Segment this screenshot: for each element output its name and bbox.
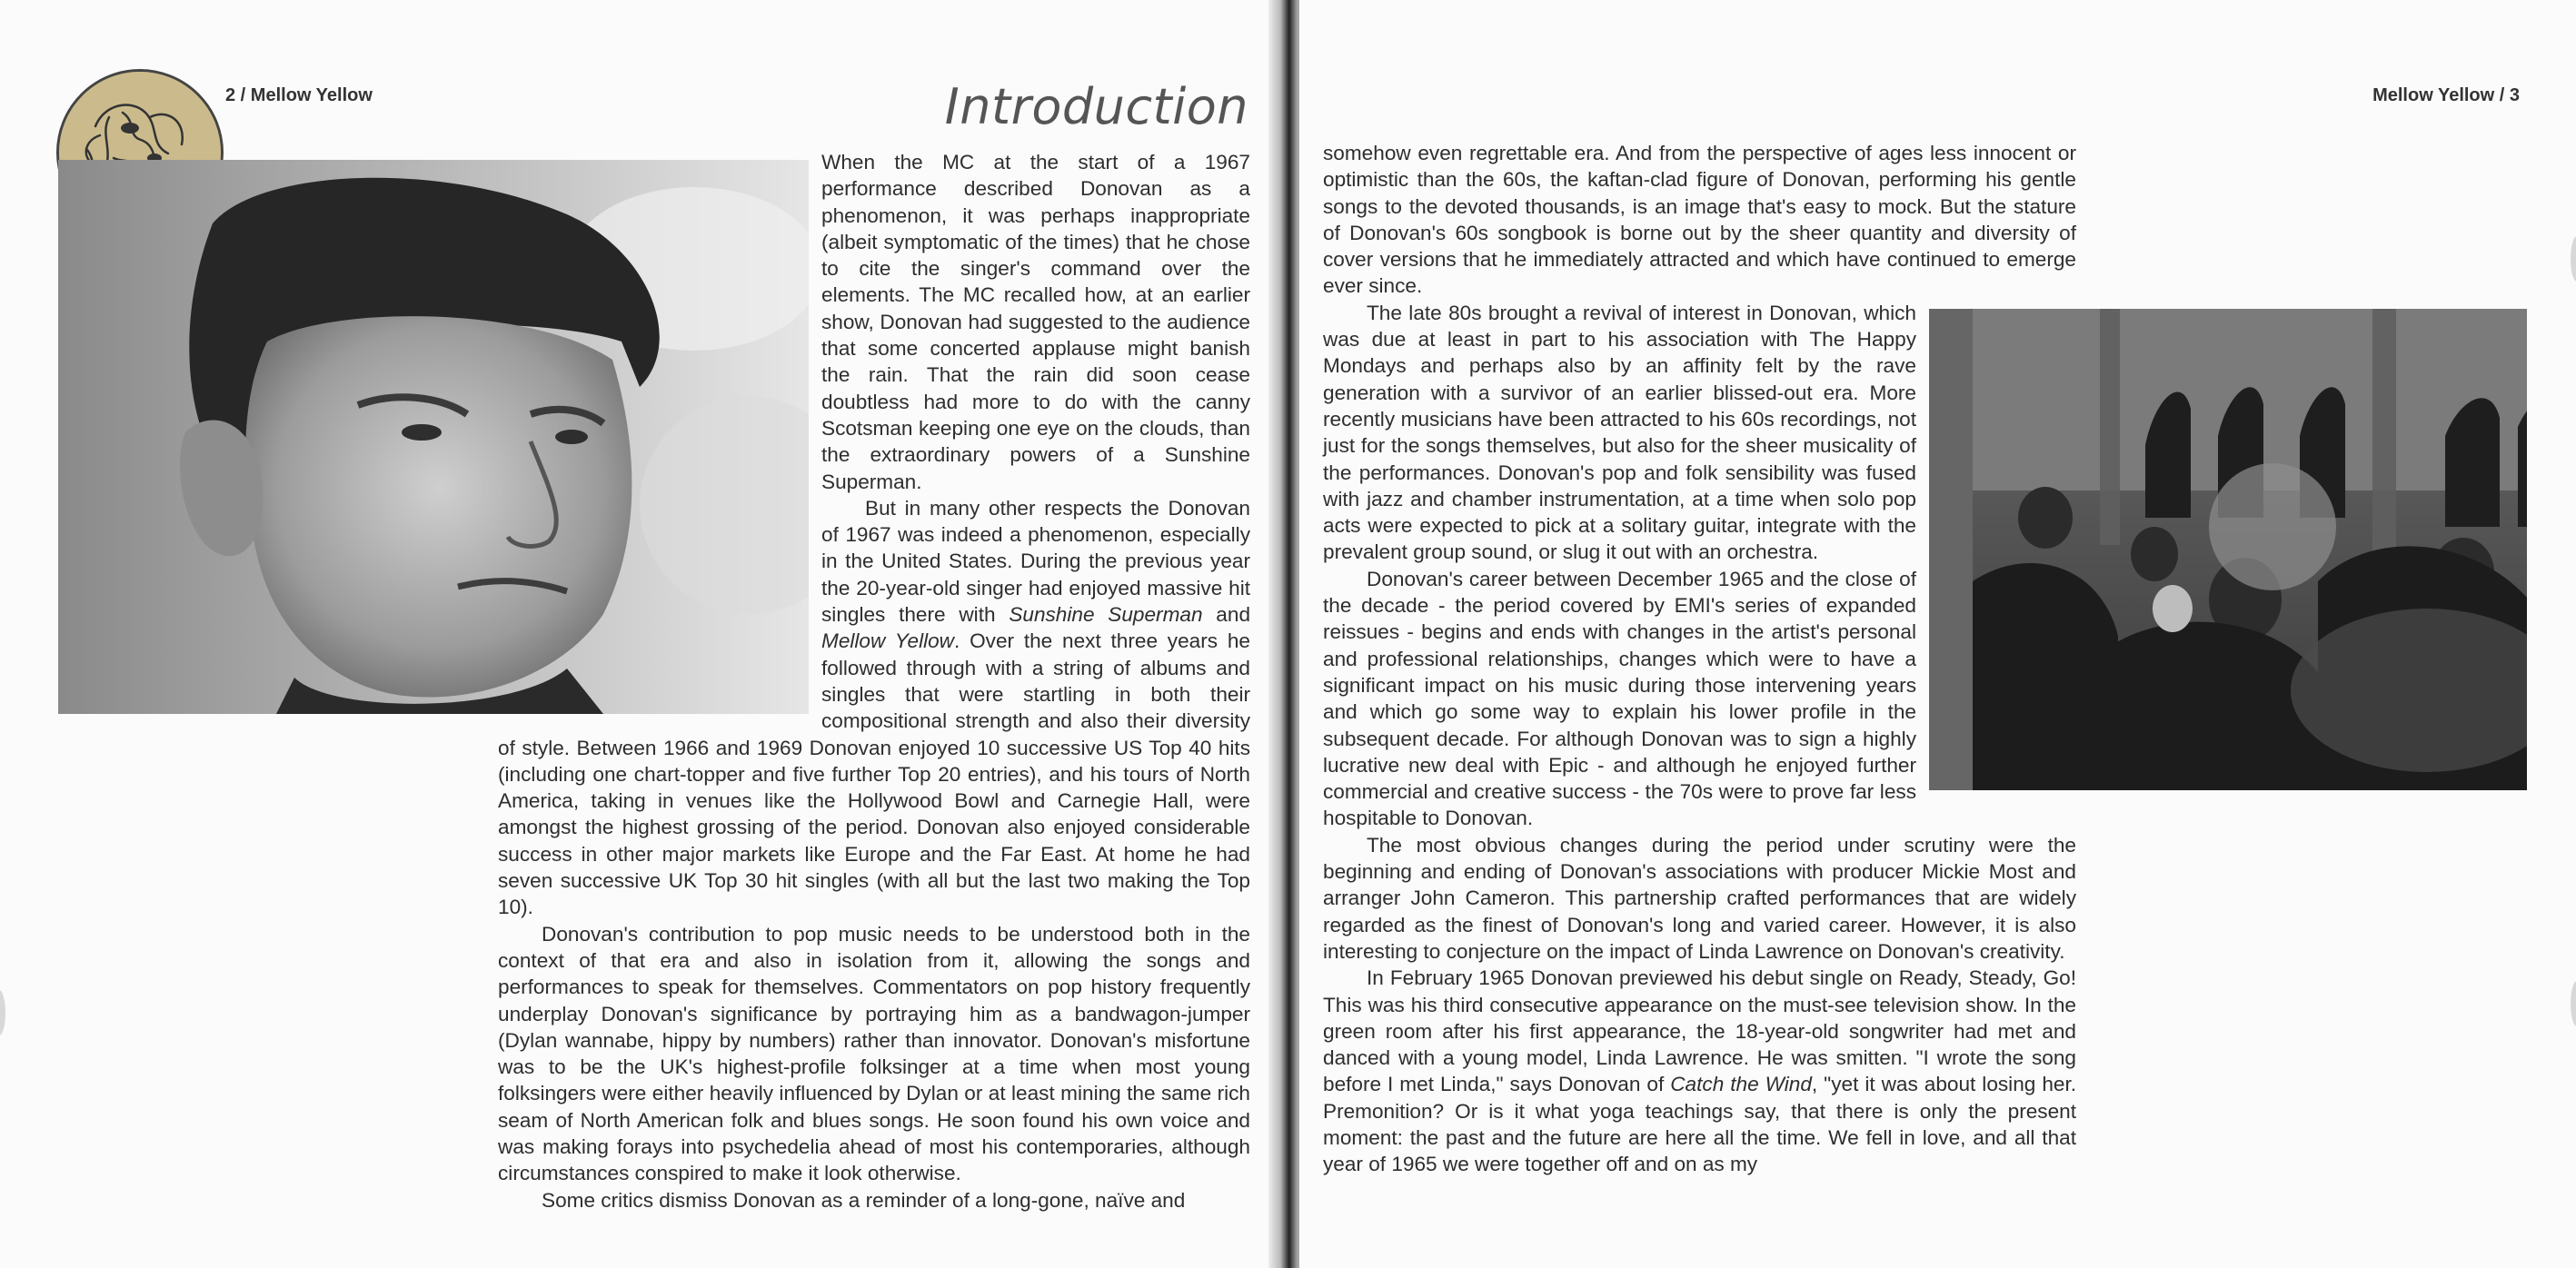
paragraph <box>1323 965 2076 1177</box>
page-folio-right: Mellow Yellow / 3 <box>2372 85 2520 105</box>
portrait-image <box>58 160 809 714</box>
paragraph-5-text-a: In February 1965 Donovan previewed his debut single on Ready, Steady, Go! This was his third consecutive appearance on the must-see television show. In the green room after his first appearance, the 18-year-old songwriter had met and danced with a young model, Linda Lawrence. He was smitten. "I wrote the song before I met Linda," says Donovan of <box>1323 966 2076 1096</box>
paragraph-2-conjunction: and <box>1202 603 1251 627</box>
paragraph-1-text: When the MC at the start of a 1967 performance described Donovan as a phenomenon, it was perhaps inappropriate (albeit symptomatic of the times) that he chose to cite the singer's command over the elements. The MC recalled how, at an earlier show, Donovan had suggested to the audience that some concerted applause might banish the rain. That the rain did soon cease doubtless had more to do with the canny Scotsman keeping one eye on the clouds, than the extraordinary powers of a Sunshine Superman. <box>821 151 1250 493</box>
right-body-text <box>1323 140 2076 1178</box>
left-body-text <box>498 149 1250 1214</box>
song-title: Sunshine Superman <box>1009 603 1203 627</box>
page-folio-left: 2 / Mellow Yellow <box>225 85 373 105</box>
crowd-image <box>1973 309 2527 790</box>
paragraph-2-text-b: . Over the next three years he followed through with a string of albums and singles that were startling in both their compositional strength and also their diversity of style. Between 1966 and 1969 Donovan enjoyed 10 successive US Top 40 hits (including one chart-topper and five further Top 20 entries), and his tours of North America, taking in venues like the Hollywood Bowl and Carnegie Hall, were amongst the highest grossing of the period. Donovan also enjoyed considerable success in other major markets like Europe and the Far East. At home he had seven successive UK Top 30 hit singles (with all but the last two making the Top 10). <box>498 629 1250 919</box>
paragraph: Donovan's career between December 1965 and the close of the decade - the period covered by EMI's series of expanded reissues - begins and ends with changes in the artist's personal and professional relationships, changes which were to have a significant impact on his music during those intervening years and which go some way to explain his lower profile in the subsequent decade. For although Donovan was to sign a highly lucrative new deal with Epic - and although he enjoyed further commercial and creative success - the 70s were to prove far less hospitable to Donovan. <box>1323 567 1916 830</box>
paragraph <box>1323 300 2076 566</box>
song-title: Mellow Yellow <box>821 629 954 653</box>
paragraph: somehow even regrettable era. And from the perspective of ages less innocent or optimistic than the 60s, the kaftan-clad figure of Donovan, performing his gentle songs to the devoted thousands, is an image that's easy to mock. But the stature of Donovan's 60s songbook is borne out by the sheer quantity and diversity of cover versions that he immediately attracted and which have continued to emerge ever since. <box>1323 142 2076 298</box>
paragraph: Some critics dismiss Donovan as a reminder of a long-gone, naïve and <box>542 1188 1186 1212</box>
paragraph <box>498 149 1250 495</box>
page-edge-mark <box>2571 236 2576 282</box>
paragraph-5-text-b: , "yet it was about losing her. Premonition? Or is it what yoga teachings say, that there is only the present moment: the past and the future are here all the time. We fell in love, and all that year of 1965 we were together off and on as my <box>1323 1073 2077 1176</box>
paragraph: The most obvious changes during the period under scrutiny were the beginning and ending of Donovan's associations with producer Mickie Most and arranger John Cameron. This partnership crafted performances that are widely regarded as the finest of Donovan's long and varied career. However, it is also interesting to conjecture on the impact of Linda Lawrence on Donovan's creativity. <box>1323 833 2076 963</box>
donovan-portrait-photo <box>58 160 809 714</box>
paragraph-2-text: The late 80s brought a revival of interest in Donovan, which was due at least in part to his association with The Happy Mondays and perhaps also by an affinity felt by the rave generation with a survivor of an earlier blissed-out era. More recently musicians have been attracted to his 60s recordings, not just for the songs themselves, but also for the sheer musicality of the performances. Donovan's pop and folk sensibility was fused with jazz and chamber instrumentation, at a time when solo pop acts were expected to pick at a solitary guitar, integrate with the prevalent group sound, or slug it out with an orchestra. <box>1323 301 1916 564</box>
page-title: Introduction <box>944 78 1248 135</box>
paragraph-2-text-a: But in many other respects the Donovan of 1967 was indeed a phenomenon, especially in the United States. During the previous year the 20-year-old singer had enjoyed massive hit singles there with <box>821 496 1250 627</box>
page-edge-mark <box>2571 981 2576 1026</box>
paragraph: Donovan's contribution to pop music needs to be understood both in the context of that era and also in isolation from it, allowing the songs and performances to speak for themselves. Commentators on pop history frequently underplay Donovan's significance by portraying him as a bandwagon-jumper (Dylan wannabe, hippy by numbers) rather than innovator. Donovan's misfortune was to be the UK's highest-profile folksinger at a time when most young folksingers were either heavily influenced by Dylan or at least mining the same rich seam of North American folk and blues songs. He soon found his own voice and was making forays into psychedelia ahead of most his contemporaries, although circumstances conspired to make it look otherwise. <box>498 922 1250 1185</box>
song-title: Catch the Wind <box>1670 1073 1812 1096</box>
crowd-photo <box>1929 309 2527 790</box>
